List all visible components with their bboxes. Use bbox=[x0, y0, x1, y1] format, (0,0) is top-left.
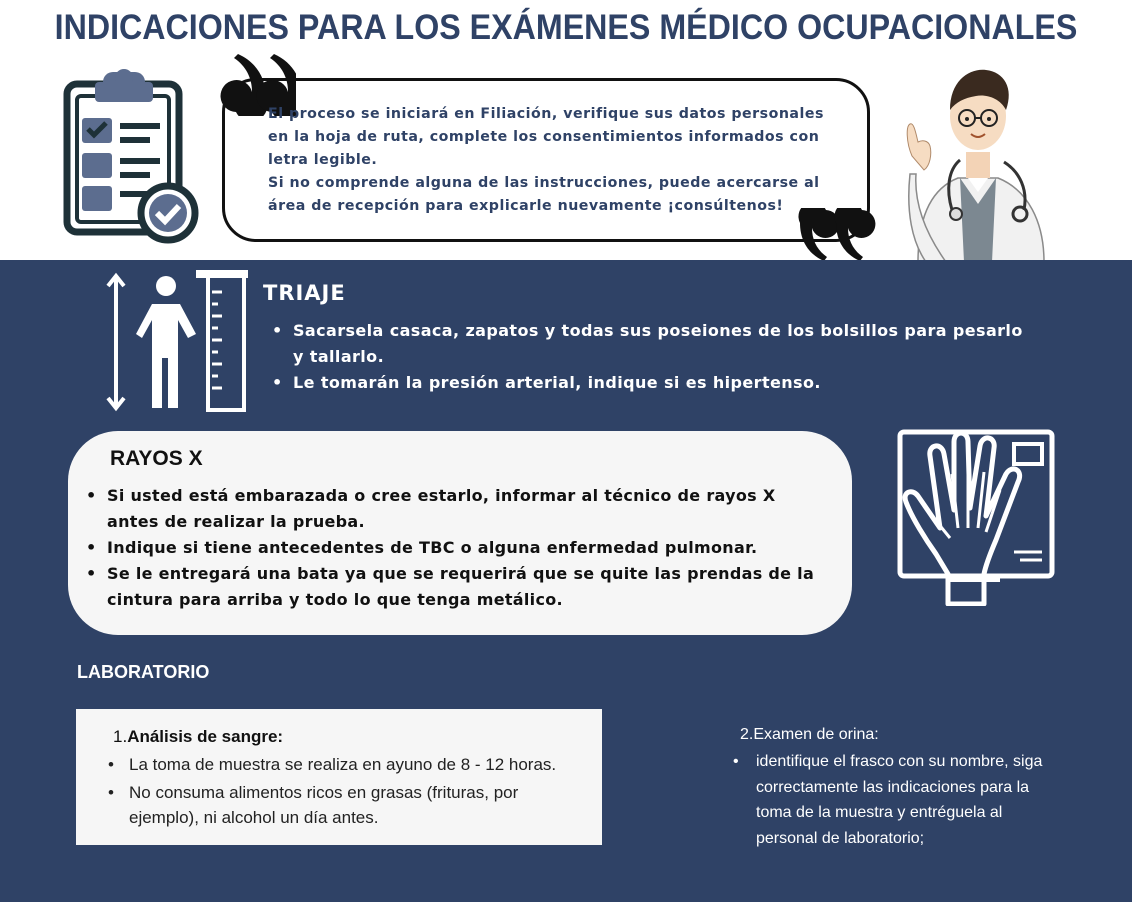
page-title: INDICACIONES PARA LOS EXÁMENES MÉDICO OCUPACIONALES bbox=[54, 8, 1078, 47]
list-item: • Si usted está embarazada o cree estarlo, informar al técnico de rayos X antes de realizar la prueba. bbox=[86, 483, 826, 535]
list-item: • Se le entregará una bata ya que se requerirá que se quite las prendas de la cintura para arriba y todo lo que tenga metálico. bbox=[86, 561, 826, 613]
doctor-illustration bbox=[898, 64, 1058, 262]
xray-hand-icon bbox=[896, 428, 1056, 606]
rayos-x-list bbox=[86, 483, 826, 613]
examen-orina-heading bbox=[740, 726, 879, 744]
laboratorio-title: LABORATORIO bbox=[77, 662, 210, 682]
intro-paragraph-2: Si no comprende alguna de las instrucciones, puede acercarse al área de recepción para explicarle nuevamente ¡consúltenos! bbox=[268, 175, 820, 214]
examen-orina-title: Examen de orina: bbox=[753, 726, 879, 743]
examen-orina-list bbox=[733, 749, 1063, 851]
triaje-title: TRIAJE bbox=[263, 281, 346, 305]
list-item: • Sacarsela casaca, zapatos y todas sus poseiones de los bolsillos para pesarlo y tallarlo. bbox=[272, 318, 1032, 370]
list-item: • Le tomarán la presión arterial, indique si es hipertenso. bbox=[272, 370, 1032, 396]
item-number: 1. bbox=[113, 727, 128, 746]
list-item: • La toma de muestra se realiza en ayuno de 8 - 12 horas. bbox=[108, 752, 578, 777]
analisis-sangre-title: Análisis de sangre: bbox=[127, 727, 284, 746]
analisis-sangre-heading bbox=[113, 727, 283, 747]
item-number: 2. bbox=[740, 726, 754, 743]
list-item: • identifique el frasco con su nombre, siga correctamente las indicaciones para la toma de la muestra y entréguela al personal de laboratorio; bbox=[733, 749, 1063, 851]
list-item: • No consuma alimentos ricos en grasas (frituras, por ejemplo), ni alcohol un día antes. bbox=[108, 780, 578, 830]
clipboard-check-icon bbox=[55, 66, 205, 246]
height-measure-icon bbox=[100, 268, 250, 416]
analisis-sangre-list bbox=[108, 752, 578, 833]
rayos-x-title: RAYOS X bbox=[110, 447, 203, 470]
intro-paragraph-1: El proceso se iniciará en Filiación, verifique sus datos personales en la hoja de ruta, complete los consentimientos informados con letra legible. bbox=[268, 106, 824, 168]
intro-text bbox=[268, 103, 838, 218]
triaje-list bbox=[272, 318, 1032, 396]
list-item: • Indique si tiene antecedentes de TBC o alguna enfermedad pulmonar. bbox=[86, 535, 826, 561]
